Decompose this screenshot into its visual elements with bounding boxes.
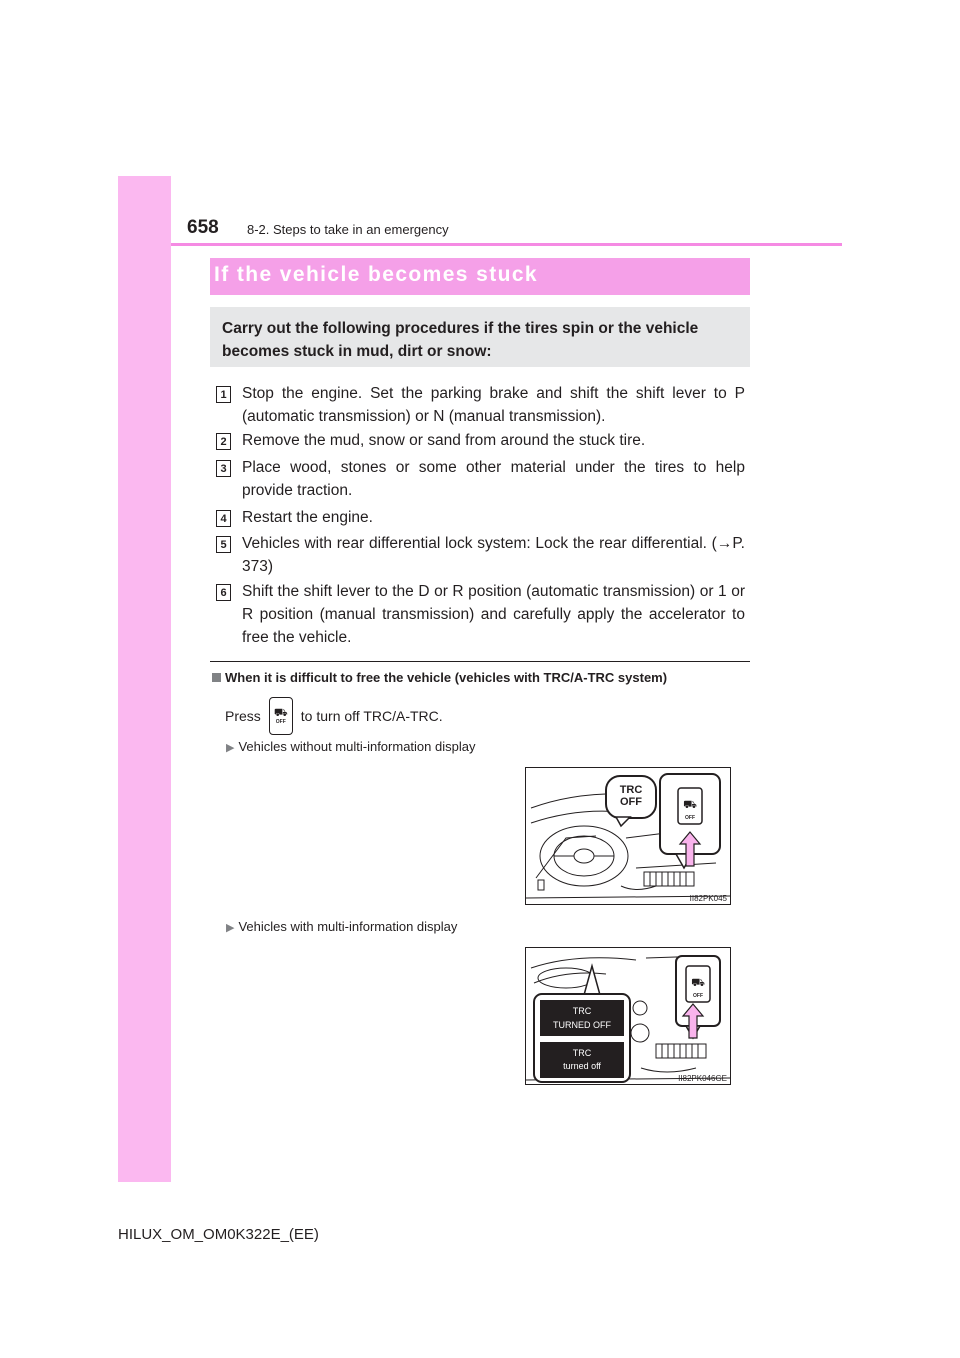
- header-rule: [171, 243, 842, 246]
- sub-heading-with-mid: [226, 919, 457, 934]
- skid-car-icon: ⛟: [273, 706, 288, 719]
- figure-without-mid: [525, 767, 731, 905]
- step-text: Stop the engine. Set the parking brake and shift the shift lever to P (automatic transmission) or N (manual transmission).: [242, 385, 745, 425]
- note-heading-text: When it is difficult to free the vehicle (vehicles with TRC/A-TRC system): [225, 670, 668, 685]
- message1-line2: TURNED OFF: [553, 1020, 611, 1030]
- switch-off-label: OFF: [275, 718, 286, 725]
- intro-box: [210, 307, 750, 367]
- dashboard-mid-illustration: [526, 948, 731, 1085]
- trc-off-switch-icon: [269, 697, 293, 735]
- page-number: 658: [187, 217, 219, 238]
- figure-code: II82PK046GE: [678, 1074, 727, 1083]
- dashboard-illustration: [526, 768, 731, 905]
- switch-off-label: OFF: [685, 815, 695, 821]
- skid-car-icon: ⛟: [683, 798, 697, 811]
- step-number: 2: [216, 433, 231, 450]
- press-before-text: Press: [225, 708, 261, 724]
- figure-code: II82PK045: [689, 894, 727, 903]
- sub-heading-without-mid: [226, 739, 475, 754]
- step-number: 6: [216, 584, 231, 601]
- note-divider: [210, 661, 750, 662]
- triangle-right-icon: ▶: [226, 742, 235, 754]
- message2-line2: turned off: [563, 1061, 601, 1071]
- section-title: If the vehicle becomes stuck: [214, 263, 538, 286]
- sub-heading-text: Vehicles with multi-information display: [238, 919, 458, 934]
- square-bullet-icon: [212, 673, 221, 682]
- footer-code: HILUX_OM_OM0K322E_(EE): [118, 1226, 319, 1243]
- figure-with-mid: [525, 947, 731, 1085]
- note-heading: [212, 670, 667, 685]
- press-after-text: to turn off TRC/A-TRC.: [300, 708, 443, 724]
- step-text: Remove the mud, snow or sand from around the stuck tire.: [242, 432, 646, 449]
- indicator-line2: OFF: [620, 796, 642, 808]
- section-title-bar: [210, 258, 750, 295]
- skid-car-icon: ⛟: [691, 976, 705, 989]
- intro-text: Carry out the following procedures if the tires spin or the vehicle becomes stuck in mud, dirt or snow:: [222, 320, 699, 360]
- message2-line1: TRC: [572, 1048, 592, 1058]
- step-text: Place wood, stones or some other material under the tires to help provide traction.: [242, 459, 745, 499]
- step-number: 1: [216, 386, 231, 403]
- chapter-title: 8-2. Steps to take in an emergency: [247, 222, 449, 237]
- sidebar-tab: [118, 176, 171, 1182]
- step-text: Vehicles with rear differential lock system: Lock the rear differential. (→P. 373): [242, 535, 745, 575]
- press-instruction: [225, 696, 443, 736]
- switch-off-label: OFF: [693, 993, 703, 999]
- message1-line1: TRC: [572, 1006, 592, 1016]
- indicator-line1: TRC: [619, 784, 643, 796]
- step-text: Shift the shift lever to the D or R position (automatic transmission) or 1 or R position (manual transmission) and carefully apply the accelerator to free the vehicle.: [242, 583, 745, 646]
- triangle-right-icon: ▶: [226, 922, 235, 934]
- step-number: 3: [216, 460, 231, 477]
- step-number: 5: [216, 536, 231, 553]
- sub-heading-text: Vehicles without multi-information display: [238, 739, 476, 754]
- step-number: 4: [216, 510, 231, 527]
- step-text: Restart the engine.: [242, 509, 373, 526]
